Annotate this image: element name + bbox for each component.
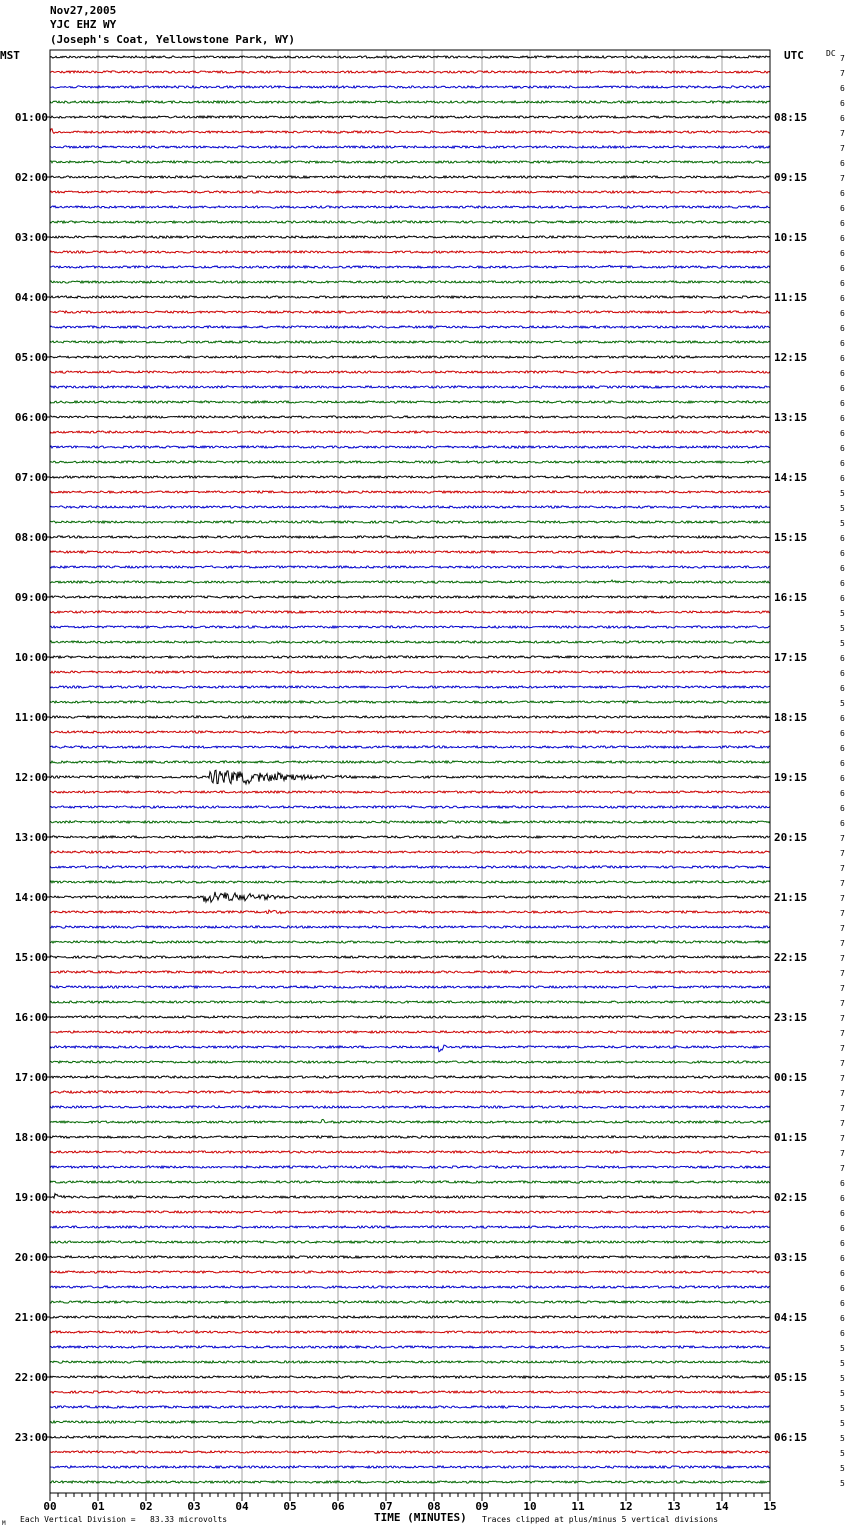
seismic-trace-88 [50,1361,770,1363]
dc-offset-value: 6 [840,369,845,378]
right-hour-label: 15:15 [774,531,808,544]
dc-offset-value: 6 [840,1239,845,1248]
seismic-trace-8 [50,161,770,163]
x-tick-label: 11 [571,1500,585,1513]
axis-labels [15,54,845,1513]
dc-offset-value: 7 [840,894,845,903]
dc-offset-value: 6 [840,99,845,108]
seismic-trace-31 [50,506,770,508]
dc-offset-value: 6 [840,309,845,318]
dc-offset-value: 6 [840,399,845,408]
seismic-trace-87 [50,1346,770,1348]
left-hour-label: 20:00 [14,1251,48,1264]
seismic-trace-69 [50,1076,770,1078]
left-hour-label: 17:00 [14,1071,48,1084]
seismic-trace-34 [50,551,770,553]
dc-offset-value: 5 [840,1449,845,1458]
right-hour-label: 21:15 [774,891,808,904]
dc-offset-value: 7 [840,969,845,978]
x-tick-label: 03 [187,1500,201,1513]
x-tick-label: 09 [475,1500,489,1513]
seismic-trace-15 [50,265,770,268]
dc-offset-value: 6 [840,804,845,813]
seismic-trace-55 [50,866,770,868]
left-hour-label: 08:00 [14,531,48,544]
dc-offset-value: 7 [840,999,845,1008]
seismic-trace-29 [50,476,770,478]
dc-offset-value: 6 [840,1299,845,1308]
logo-mark: M [2,1520,6,1527]
dc-offset-value: 5 [840,504,845,513]
dc-offset-value: 6 [840,354,845,363]
seismic-trace-63 [50,986,770,988]
left-timezone-label: MST [0,49,20,62]
dc-offset-value: 5 [840,1479,845,1488]
seismic-trace-66 [50,1031,770,1033]
dc-offset-value: 7 [840,69,845,78]
seismic-trace-21 [50,356,770,358]
left-hour-label: 18:00 [14,1131,48,1144]
seismic-trace-39 [50,626,770,628]
dc-offset-value: 5 [840,519,845,528]
dc-offset-value: 7 [840,1149,845,1158]
dc-offset-value: 6 [840,414,845,423]
dc-offset-value: 6 [840,564,845,573]
dc-offset-value: 7 [840,879,845,888]
x-tick-label: 05 [283,1500,297,1513]
seismic-trace-54 [50,851,770,853]
seismic-trace-32 [50,521,770,523]
seismic-trace-62 [50,971,770,973]
dc-offset-value: 6 [840,789,845,798]
dc-offset-value: 7 [840,174,845,183]
clipping-note: Traces clipped at plus/minus 5 vertical divisions [482,1515,719,1524]
dc-offset-value: 6 [840,744,845,753]
seismic-trace-91 [50,1406,770,1408]
seismic-trace-56 [50,881,770,883]
seismic-trace-6 [50,129,770,134]
dc-offset-value: 5 [840,1374,845,1383]
dc-offset-value: 6 [840,1254,845,1263]
dc-offset-value: 6 [840,654,845,663]
right-hour-label: 17:15 [774,651,808,664]
seismic-trace-2 [50,71,770,73]
seismic-trace-27 [50,446,770,448]
seismic-trace-73 [50,1136,770,1138]
x-tick-label: 08 [427,1500,441,1513]
right-hour-label: 18:15 [774,711,808,724]
dc-offset-value: 5 [840,1404,845,1413]
dc-offset-value: 7 [840,1089,845,1098]
dc-offset-value: 7 [840,1059,845,1068]
seismic-trace-74 [50,1151,770,1153]
seismic-trace-22 [50,371,770,373]
seismic-trace-13 [50,236,770,238]
dc-offset-value: 6 [840,1269,845,1278]
seismic-trace-9 [50,176,770,178]
dc-offset-value: 6 [840,459,845,468]
seismic-trace-82 [50,1271,770,1273]
right-hour-label: 10:15 [774,231,808,244]
seismic-trace-76 [50,1181,770,1183]
seismic-trace-35 [50,566,770,568]
x-tick-label: 07 [379,1500,393,1513]
dc-offset-value: 6 [840,534,845,543]
dc-offset-value: 7 [840,984,845,993]
left-hour-label: 15:00 [14,951,48,964]
dc-offset-value: 6 [840,429,845,438]
right-hour-label: 03:15 [774,1251,808,1264]
left-hour-label: 04:00 [14,291,48,304]
x-tick-label: 06 [331,1500,345,1513]
seismic-trace-51 [50,806,770,808]
right-hour-label: 09:15 [774,171,808,184]
seismic-trace-61 [50,956,770,958]
left-hour-label: 11:00 [14,711,48,724]
right-hour-label: 16:15 [774,591,808,604]
dc-offset-value: 6 [840,1209,845,1218]
right-hour-label: 08:15 [774,111,808,124]
x-tick-label: 04 [235,1500,249,1513]
seismic-trace-19 [50,326,770,328]
dc-offset-value: 7 [840,954,845,963]
right-hour-label: 06:15 [774,1431,808,1444]
left-hour-label: 02:00 [14,171,48,184]
dc-offset-value: 6 [840,819,845,828]
dc-offset-value: 6 [840,114,845,123]
seismic-trace-58 [50,910,770,914]
dc-offset-value: 6 [840,1329,845,1338]
seismic-trace-38 [50,611,770,613]
seismic-trace-83 [50,1286,770,1288]
left-hour-label: 12:00 [14,771,48,784]
right-hour-label: 22:15 [774,951,808,964]
seismic-trace-36 [50,580,770,583]
dc-offset-header: DC [826,49,836,58]
left-hour-label: 05:00 [14,351,48,364]
dc-offset-value: 6 [840,1314,845,1323]
dc-offset-value: 7 [840,144,845,153]
right-hour-label: 14:15 [774,471,808,484]
seismic-trace-86 [50,1331,770,1333]
x-tick-label: 10 [523,1500,537,1513]
seismic-trace-60 [50,941,770,943]
dc-offset-value: 5 [840,1464,845,1473]
seismic-trace-4 [50,101,770,103]
seismic-trace-94 [50,1451,770,1453]
dc-offset-value: 7 [840,1029,845,1038]
seismic-trace-52 [50,821,770,823]
seismic-trace-45 [50,716,770,718]
dc-offset-value: 5 [840,624,845,633]
seismic-trace-48 [50,761,770,763]
right-hour-label: 20:15 [774,831,808,844]
right-hour-label: 19:15 [774,771,808,784]
seismic-trace-67 [50,1045,770,1052]
seismic-trace-16 [50,281,770,284]
seismic-trace-11 [50,206,770,208]
dc-offset-value: 5 [840,1344,845,1353]
right-hour-label: 04:15 [774,1311,808,1324]
seismic-trace-90 [50,1391,770,1393]
x-tick-label: 00 [43,1500,57,1513]
right-hour-label: 23:15 [774,1011,808,1024]
seismic-trace-18 [50,311,770,313]
seismic-trace-81 [50,1256,770,1258]
x-tick-label: 13 [667,1500,681,1513]
seismic-trace-1 [50,56,770,58]
x-tick-label: 15 [763,1500,777,1513]
seismic-trace-25 [50,416,770,418]
dc-offset-value: 6 [840,669,845,678]
seismic-trace-47 [50,746,770,748]
seismic-trace-3 [50,86,770,88]
seismic-trace-92 [50,1421,770,1423]
dc-offset-value: 6 [840,549,845,558]
dc-offset-value: 5 [840,1389,845,1398]
seismic-trace-7 [50,146,770,148]
seismic-trace-12 [50,221,770,223]
dc-offset-value: 6 [840,1179,845,1188]
dc-offset-value: 7 [840,129,845,138]
dc-offset-value: 7 [840,939,845,948]
dc-offset-value: 6 [840,1284,845,1293]
dc-offset-value: 7 [840,1044,845,1053]
right-timezone-label: UTC [784,49,804,62]
dc-offset-value: 7 [840,864,845,873]
seismic-trace-37 [50,596,770,598]
dc-offset-value: 6 [840,729,845,738]
left-hour-label: 23:00 [14,1431,48,1444]
right-hour-label: 01:15 [774,1131,808,1144]
seismic-trace-44 [50,701,770,703]
left-hour-label: 06:00 [14,411,48,424]
dc-offset-value: 6 [840,1194,845,1203]
dc-offset-value: 6 [840,759,845,768]
vertical-scale-note: Each Vertical Division = 83.33 microvolts [20,1515,228,1524]
seismic-trace-75 [50,1166,770,1168]
dc-offset-value: 5 [840,1419,845,1428]
dc-offset-value: 5 [840,639,845,648]
seismic-trace-20 [50,341,770,343]
seismic-trace-33 [50,536,770,538]
dc-offset-value: 7 [840,1119,845,1128]
dc-offset-value: 6 [840,189,845,198]
x-axis-title: TIME (MINUTES) [374,1511,467,1524]
station-location: (Joseph's Coat, Yellowstone Park, WY) [50,33,296,46]
dc-offset-value: 5 [840,489,845,498]
dc-offset-value: 7 [840,909,845,918]
seismic-trace-50 [50,791,770,793]
seismic-trace-10 [50,191,770,193]
dc-offset-value: 5 [840,609,845,618]
dc-offset-value: 6 [840,279,845,288]
left-hour-label: 19:00 [14,1191,48,1204]
dc-offset-value: 5 [840,1434,845,1443]
dc-offset-value: 7 [840,1134,845,1143]
dc-offset-value: 6 [840,714,845,723]
left-hour-label: 16:00 [14,1011,48,1024]
right-hour-label: 00:15 [774,1071,808,1084]
dc-offset-value: 6 [840,339,845,348]
seismic-trace-96 [50,1481,770,1483]
seismic-trace-23 [50,386,770,388]
seismic-trace-41 [50,656,770,658]
left-hour-label: 14:00 [14,891,48,904]
dc-offset-value: 7 [840,849,845,858]
seismic-trace-28 [50,461,770,463]
dc-offset-value: 6 [840,579,845,588]
seismic-trace-59 [50,926,770,928]
x-tick-label: 14 [715,1500,729,1513]
dc-offset-value: 7 [840,1074,845,1083]
x-tick-label: 02 [139,1500,153,1513]
seismic-trace-14 [50,251,770,253]
dc-offset-value: 6 [840,219,845,228]
seismic-trace-95 [50,1466,770,1468]
dc-offset-value: 6 [840,264,845,273]
left-hour-label: 09:00 [14,591,48,604]
seismic-trace-64 [50,1001,770,1003]
station-code: YJC EHZ WY [50,18,117,31]
seismic-traces [50,56,770,1483]
seismic-trace-65 [50,1016,770,1018]
dc-offset-value: 6 [840,159,845,168]
seismic-trace-42 [50,671,770,673]
seismic-trace-70 [50,1091,770,1093]
dc-offset-value: 6 [840,444,845,453]
seismic-trace-80 [50,1241,770,1243]
seismic-trace-77 [50,1194,770,1199]
dc-offset-value: 6 [840,594,845,603]
dc-offset-value: 7 [840,54,845,63]
seismic-trace-5 [50,116,770,118]
seismic-trace-43 [50,686,770,688]
dc-offset-value: 6 [840,249,845,258]
seismic-trace-71 [50,1106,770,1108]
seismic-trace-26 [50,431,770,433]
left-hour-label: 10:00 [14,651,48,664]
seismic-trace-72 [50,1119,770,1123]
record-date: Nov27,2005 [50,4,117,17]
right-hour-label: 11:15 [774,291,808,304]
right-hour-label: 02:15 [774,1191,808,1204]
dc-offset-value: 6 [840,204,845,213]
left-hour-label: 21:00 [14,1311,48,1324]
dc-offset-value: 5 [840,1359,845,1368]
dc-offset-value: 7 [840,1104,845,1113]
seismic-trace-85 [50,1316,770,1318]
seismic-trace-84 [50,1301,770,1303]
x-tick-label: 12 [619,1500,633,1513]
seismic-trace-49 [50,770,770,784]
left-hour-label: 22:00 [14,1371,48,1384]
dc-offset-value: 7 [840,924,845,933]
seismic-trace-89 [50,1376,770,1378]
seismic-trace-78 [50,1211,770,1213]
seismic-trace-30 [50,491,770,493]
dc-offset-value: 6 [840,1224,845,1233]
seismic-trace-68 [50,1061,770,1063]
dc-offset-value: 6 [840,234,845,243]
dc-offset-value: 7 [840,834,845,843]
right-hour-label: 13:15 [774,411,808,424]
seismic-trace-53 [50,836,770,838]
seismic-trace-93 [50,1436,770,1438]
seismic-trace-79 [50,1226,770,1228]
right-hour-label: 12:15 [774,351,808,364]
dc-offset-value: 7 [840,1164,845,1173]
left-hour-label: 07:00 [14,471,48,484]
dc-offset-value: 7 [840,1014,845,1023]
left-hour-label: 03:00 [14,231,48,244]
dc-offset-value: 6 [840,324,845,333]
dc-offset-value: 6 [840,474,845,483]
seismic-trace-24 [50,401,770,403]
seismic-trace-46 [50,731,770,733]
dc-offset-value: 6 [840,774,845,783]
seismic-trace-17 [50,296,770,298]
seismic-trace-40 [50,641,770,643]
left-hour-label: 13:00 [14,831,48,844]
seismic-trace-57 [50,892,770,902]
right-hour-label: 05:15 [774,1371,808,1384]
dc-offset-value: 6 [840,294,845,303]
x-tick-label: 01 [91,1500,105,1513]
dc-offset-value: 6 [840,684,845,693]
dc-offset-value: 6 [840,84,845,93]
dc-offset-value: 5 [840,699,845,708]
dc-offset-value: 6 [840,384,845,393]
left-hour-label: 01:00 [14,111,48,124]
